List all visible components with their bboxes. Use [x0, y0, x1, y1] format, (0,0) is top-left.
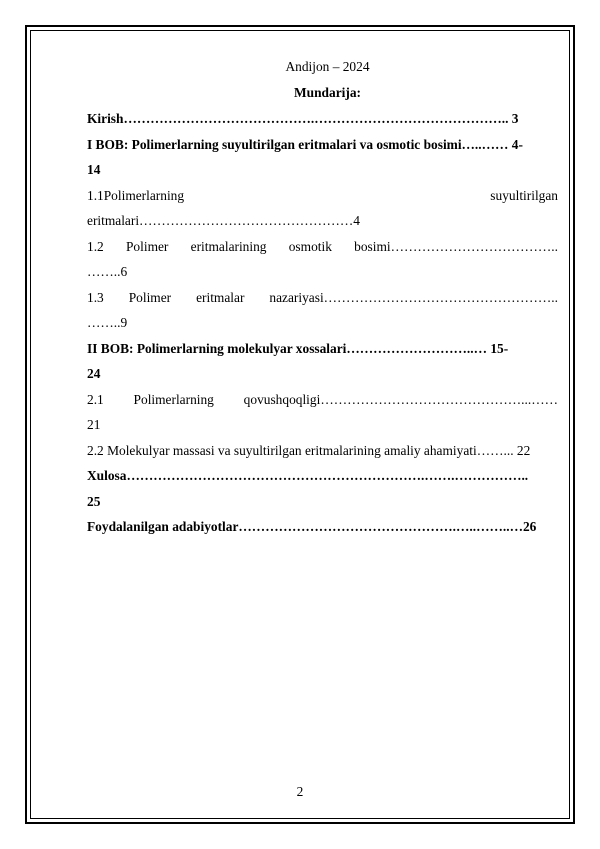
page-number: 2 — [296, 784, 304, 799]
toc-entry-2-1-cont: 21 — [87, 417, 101, 432]
toc-title: Mundarija: — [294, 85, 361, 100]
toc-entry-1-1: 1.1Polimerlarning suyultirilgan — [87, 187, 558, 203]
toc-entry-bob2: II BOB: Polimerlarning molekulyar xossalari………………………..… 15- — [87, 340, 509, 356]
toc-entry-2-2: 2.2 Molekulyar massasi va suyultirilgan eritmalarining amaliy ahamiyati……... 22 — [87, 442, 531, 458]
toc-entry-kirish: Kirish…………………………………….…………………………………….. 3 — [87, 111, 519, 126]
city-year: Andijon – 2024 — [285, 59, 370, 74]
toc-entry-xulosa: Xulosa………………………………………………………….…….…………….. — [87, 468, 529, 483]
toc-entry-1-2: 1.2 Polimer eritmalarining osmotik bosimi……………………………….. — [87, 238, 558, 254]
toc-entry-bob2-pages: 24 — [87, 366, 101, 381]
document-content — [87, 54, 558, 540]
toc-entry-1-3: 1.3 Polimer eritmalar nazariyasi…………………………………………….. — [87, 289, 558, 305]
toc-entry-1-2-cont: ……..6 — [87, 264, 128, 279]
toc-entry-2-1: 2.1 Polimerlarning qovushqoqligi………………………………………...…… — [87, 391, 558, 407]
toc-entry-xulosa-pages: 25 — [87, 493, 101, 509]
toc-entry-1-3-cont: ……..9 — [87, 315, 128, 330]
toc-entry-bob1: I BOB: Polimerlarning suyultirilgan eritmalari va osmotic bosimi…..…… 4- — [87, 136, 523, 152]
toc-entry-bob1-pages: 14 — [87, 162, 101, 177]
toc-entry-foydalanilgan: Foydalanilgan adabiyotlar………………………………………….…..……..…26 — [87, 519, 537, 534]
toc-entry-1-1-cont: eritmalari…………………………………………4 — [87, 213, 360, 228]
